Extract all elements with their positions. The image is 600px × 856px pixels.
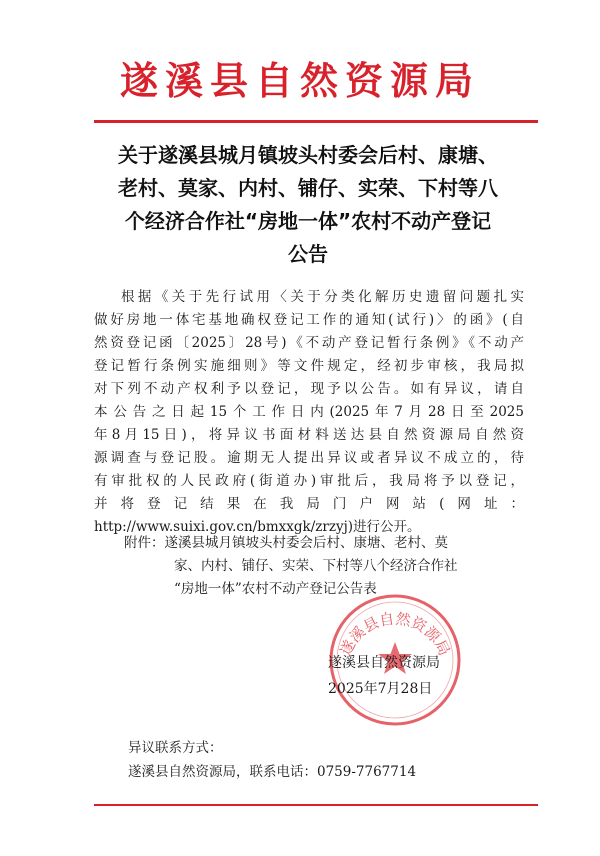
body-line: 根据《关于先行试用〈关于分类化解历史遗留问题扎实 xyxy=(121,289,524,305)
attachment-line: “房地一体”农村不动产登记公告表 xyxy=(174,581,377,597)
issuing-authority-heading: 遂溪县自然资源局 xyxy=(119,59,480,103)
body-line: 有审批权的人民政府(街道办)审批后，我局将予以登记， xyxy=(94,473,524,489)
red-divider-bottom xyxy=(94,804,538,806)
attachment-line: 附件：遂溪县城月镇坡头村委会后村、康塘、老村、莫 xyxy=(124,535,448,551)
contact-info: 遂溪县自然资源局，联系电话：0759-7767714 xyxy=(128,764,417,780)
contact-label: 异议联系方式： xyxy=(128,740,223,756)
announcement-body xyxy=(94,286,524,539)
title-line: 关于遂溪县城月镇坡头村委会后村、康塘、 xyxy=(118,143,498,167)
signature-organization: 遂溪县自然资源局 xyxy=(328,655,440,671)
title-line: 公告 xyxy=(288,242,328,266)
body-line-url: http://www.suixi.gov.cn/bmxxgk/zrzyj)进行公开。 xyxy=(94,519,421,535)
body-line: 登记暂行条例实施细则》等文件规定，经初步审核，我局拟 xyxy=(94,358,524,374)
body-line: 并将登记结果在我局门户网站(网址： xyxy=(94,496,524,512)
announcement-title xyxy=(88,139,528,271)
title-line: 个经济合作社“房地一体”农村不动产登记 xyxy=(124,209,492,233)
body-line: 本公告之日起15个工作日内(2025年7月28日至2025 xyxy=(94,404,524,420)
title-line: 老村、莫家、内村、铺仔、实荣、下村等八 xyxy=(118,176,498,200)
seal-text: 遂溪县自然资源局 xyxy=(336,609,454,659)
attachment-line: 家、内村、铺仔、实荣、下村等八个经济合作社 xyxy=(174,558,458,574)
body-line: 年8月15日)，将异议书面材料送达县自然资源局自然资 xyxy=(94,427,524,443)
body-line: 做好房地一体宅基地确权登记工作的通知(试行)〉的函》(自 xyxy=(94,312,524,328)
signature-date: 2025年7月28日 xyxy=(328,681,433,697)
red-divider-top xyxy=(94,120,538,123)
body-line: 对下列不动产权利予以登记，现予以公告。如有异议，请自 xyxy=(94,381,524,397)
body-line: 源调查与登记股。逾期无人提出异议或者异议不成立的，待 xyxy=(94,450,524,466)
body-line: 然资登记函〔2025〕28号)《不动产登记暂行条例》《不动产 xyxy=(94,335,524,351)
